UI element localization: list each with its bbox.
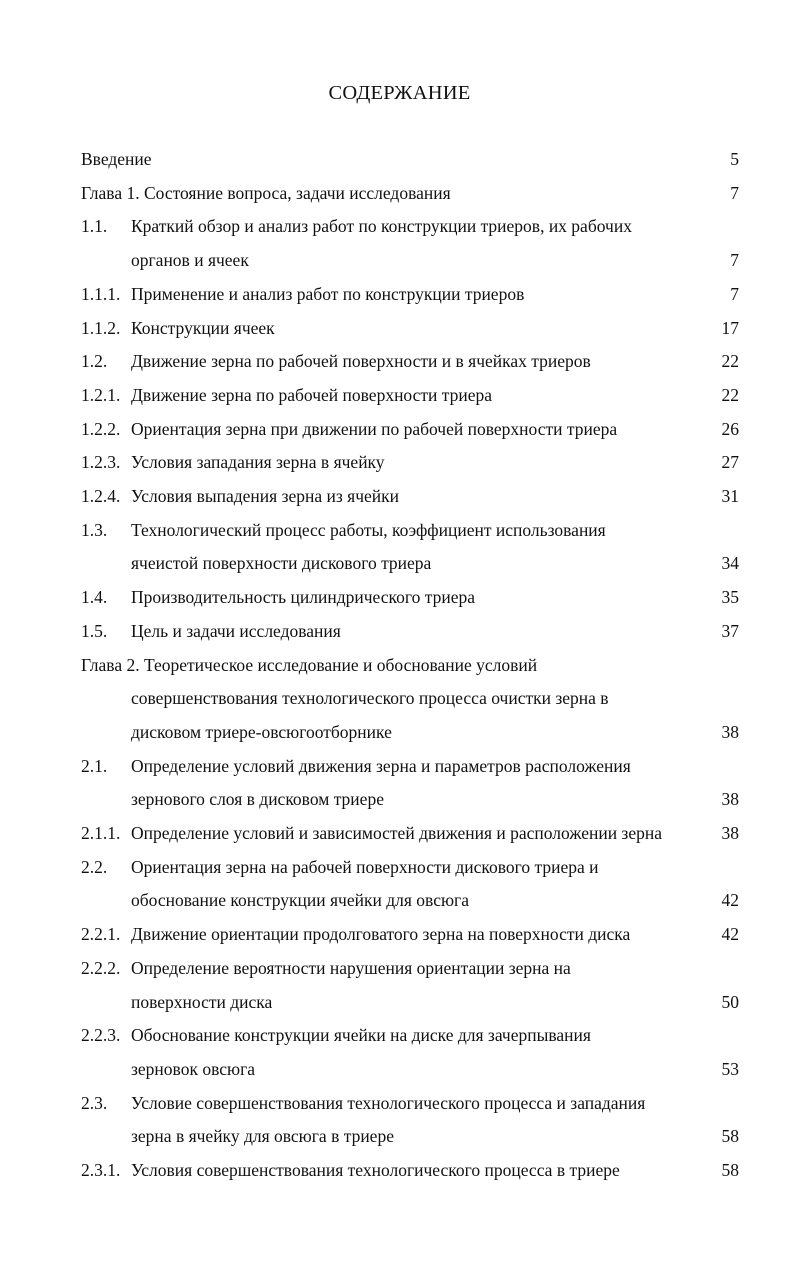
toc-entry-page: 5 (730, 149, 739, 169)
toc-entry-title: Движение зерна по рабочей поверхности и в ячейках триеров (131, 351, 591, 372)
toc-entry-title: Применение и анализ работ по конструкции триеров (131, 283, 525, 304)
toc-entry-title: Конструкции ячеек (131, 317, 275, 338)
toc-entry-title: Обоснование конструкции ячейки на диске для зачерпывания (131, 1025, 591, 1046)
toc-entry (0, 311, 799, 345)
toc-entry (0, 749, 799, 783)
toc-entry-page: 31 (721, 486, 739, 506)
toc-entry (0, 513, 799, 547)
toc-entry-page: 42 (721, 890, 739, 911)
toc-entry (0, 1018, 799, 1052)
toc-entry (0, 378, 799, 412)
toc-entry-number: 1.2.1. (81, 384, 121, 405)
toc-entry-page: 38 (721, 721, 739, 742)
toc-entry (0, 782, 799, 816)
toc-entry-title: поверхности диска (131, 991, 273, 1012)
toc-entry-page: 53 (721, 1058, 739, 1079)
toc-entry-number: 1.1. (81, 216, 108, 237)
toc-entry (0, 715, 799, 749)
toc-entry-number: 2.2.1. (81, 924, 121, 945)
toc-entry-page: 7 (730, 283, 739, 304)
toc-entry-number: 1.5. (81, 620, 108, 641)
toc-entry (0, 142, 799, 176)
toc-entry-page: 34 (721, 553, 739, 574)
toc-entry-number: 1.4. (81, 587, 108, 608)
toc-entry-title: Определение условий и зависимостей движения и расположении зерна (131, 823, 662, 843)
toc-entry (0, 1153, 799, 1187)
toc-entry-title: Движение ориентации продолговатого зерна на поверхности диска (131, 924, 631, 945)
toc-entry-title: Условия западания зерна в ячейку (131, 452, 385, 473)
toc-entry-page: 58 (721, 1160, 739, 1180)
toc-entry (0, 479, 799, 513)
toc-entry-number: 2.1.1. (81, 823, 121, 843)
toc-entry-page: 7 (730, 250, 739, 271)
toc-entry-number: 1.1.1. (81, 283, 121, 304)
toc-entry (0, 816, 799, 850)
toc-entry-page: 27 (721, 452, 739, 473)
toc-entry-page: 35 (721, 587, 739, 608)
toc-entry (0, 648, 799, 682)
toc-entry-page: 37 (721, 620, 739, 641)
toc-entry-title: органов и ячеек (131, 250, 249, 271)
toc-entry-page: 26 (721, 418, 739, 439)
toc-entry-number: 1.2.2. (81, 418, 121, 439)
toc-entry-title: зернового слоя в дисковом триере (131, 789, 384, 810)
toc-entry-title: Условия выпадения зерна из ячейки (131, 486, 400, 506)
toc-entry (0, 850, 799, 884)
toc-entry-page: 22 (721, 384, 739, 405)
toc-entry-title: зерна в ячейку для овсюга в триере (131, 1126, 394, 1147)
toc-entry-title: Условия совершенствования технологического процесса в триере (131, 1160, 620, 1180)
toc-entry (0, 445, 799, 479)
toc-entry-page: 7 (730, 182, 739, 203)
toc-entry (0, 614, 799, 648)
toc-entry-number: 2.1. (81, 755, 108, 776)
toc-entry-page: 50 (721, 991, 739, 1012)
toc-entry (0, 1052, 799, 1086)
toc-entry-title: Условие совершенствования технологического процесса и западания (131, 1092, 646, 1113)
toc-entry (0, 277, 799, 311)
toc-entry-number: 2.2.2. (81, 957, 121, 978)
toc-entry-title: обоснование конструкции ячейки для овсюга (131, 890, 469, 911)
toc-entry-number: 1.2.4. (81, 486, 121, 506)
toc-entry-number: 1.3. (81, 519, 108, 540)
toc-entry-page: 38 (721, 789, 739, 810)
toc-entry (0, 344, 799, 378)
toc-entry-number: 2.3. (81, 1092, 108, 1113)
toc-entry (0, 681, 799, 715)
toc-entry-title: дисковом триере-овсюгоотборнике (131, 721, 392, 742)
page-title: СОДЕРЖАНИЕ (328, 82, 471, 104)
toc-entry-title: Краткий обзор и анализ работ по конструкции триеров, их рабочих (131, 216, 632, 237)
toc-entry-title: Цель и задачи исследования (131, 620, 341, 641)
toc-entry (0, 985, 799, 1019)
toc-entry (0, 917, 799, 951)
toc-entry-title: Глава 2. Теоретическое исследование и обоснование условий (81, 654, 538, 675)
toc-entry (0, 209, 799, 243)
toc-entry-title: Ориентация зерна на рабочей поверхности дискового триера и (131, 856, 599, 877)
toc-entry (0, 412, 799, 446)
toc-entry-title: Глава 1. Состояние вопроса, задачи исследования (81, 182, 451, 203)
toc-entry (0, 580, 799, 614)
toc-entry (0, 243, 799, 277)
toc-entry-page: 17 (721, 317, 739, 338)
toc-entry-page: 38 (721, 823, 739, 843)
toc-entry (0, 883, 799, 917)
toc-entry-number: 1.2.3. (81, 452, 121, 473)
toc-entry-title: зерновок овсюга (131, 1058, 256, 1079)
toc-entry-title: Технологический процесс работы, коэффициент использования (131, 519, 606, 540)
toc-entry-page: 22 (721, 351, 739, 372)
toc-entry-title: совершенствования технологического процесса очистки зерна в (131, 688, 609, 709)
toc-entry-number: 2.3.1. (81, 1160, 121, 1180)
toc-entry-page: 58 (721, 1126, 739, 1147)
toc-entry-number: 2.2.3. (81, 1025, 121, 1046)
toc-entry-title: Ориентация зерна при движении по рабочей поверхности триера (131, 418, 618, 439)
toc-entry-title: ячеистой поверхности дискового триера (131, 553, 432, 574)
toc-entry (0, 1086, 799, 1120)
toc-entry (0, 951, 799, 985)
toc-entry-title: Определение вероятности нарушения ориентации зерна на (131, 957, 571, 978)
toc-entry-title: Определение условий движения зерна и параметров расположения (131, 755, 631, 776)
toc-entry-title: Введение (81, 149, 152, 169)
toc-entry (0, 1119, 799, 1153)
toc-entry-number: 2.2. (81, 856, 108, 877)
toc-entry-page: 42 (721, 924, 739, 945)
toc-entry-number: 1.2. (81, 351, 108, 372)
toc-entry (0, 546, 799, 580)
toc-entry (0, 176, 799, 210)
toc-entry-title: Производительность цилиндрического триера (131, 587, 476, 608)
toc-entry-title: Движение зерна по рабочей поверхности триера (131, 384, 493, 405)
toc-entry-number: 1.1.2. (81, 317, 121, 338)
